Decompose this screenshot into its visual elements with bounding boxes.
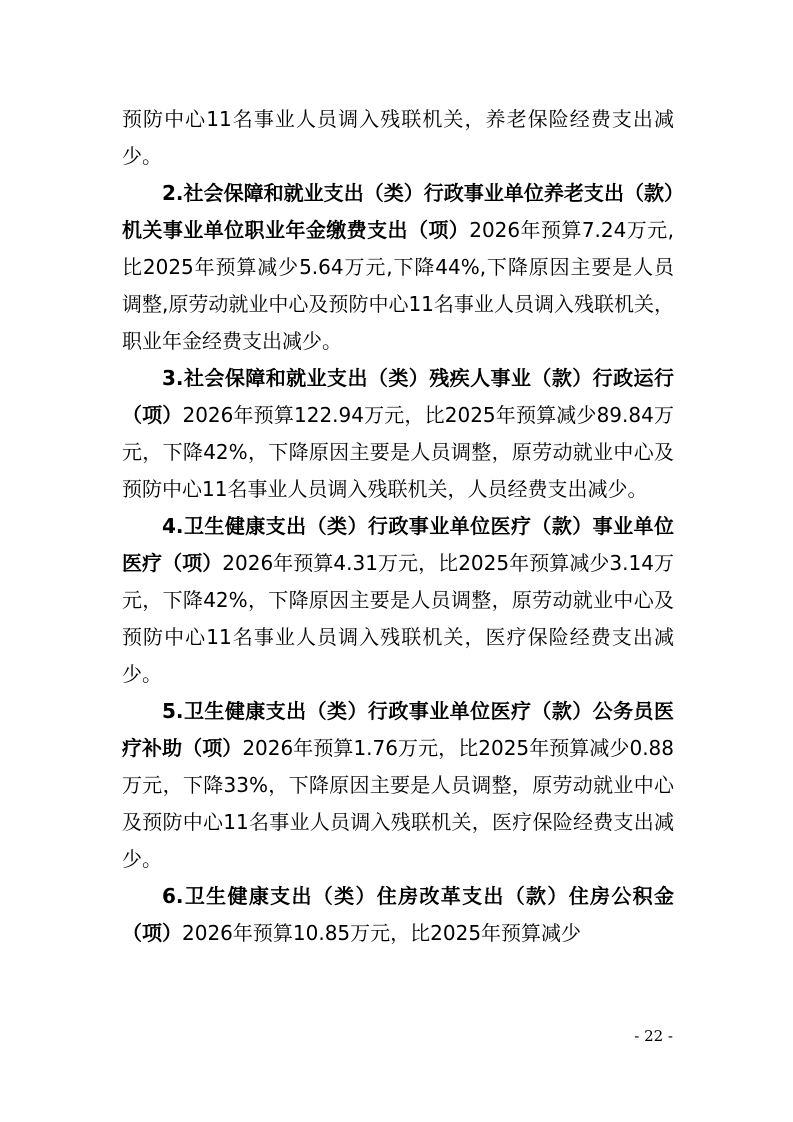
paragraph-heading: 3.社会保障和就业支出（类）残疾人事业（款）行政运行（项） [122,366,674,427]
paragraph-text: 2026年预算4.31万元，比2025年预算减少3.14万元，下降42%，下降原因主要是人员调整，原劳动就业中心及预防中心11名事业人员调入残联机关，医疗保险经费支出减少。 [122,551,675,686]
paragraph-item-5 [122,693,674,878]
paragraph-text: 2026年预算1.76万元，比2025年预算减少0.88万元，下降33%，下降原因主要是人员调整，原劳动就业中心及预防中心11名事业人员调入残联机关，医疗保险经费支出减少。 [122,736,675,871]
paragraph-text: 预防中心11名事业人员调入残联机关，养老保险经费支出减少。 [122,107,674,168]
paragraph-heading: 4.卫生健康支出（类）行政事业单位医疗（款）事业单位医疗（项） [122,514,674,575]
paragraph-text: 2026年预算7.24万元,比2025年预算减少5.64万元,下降44%,下降原因主要是人员调整,原劳动就业中心及预防中心11名事业人员调入残联机关，职业年金经费支出减少。 [122,218,674,353]
page-number: - 22 - [634,1027,673,1045]
body-text [122,101,674,952]
paragraph-item-2 [122,175,674,360]
paragraph-heading: 2.社会保障和就业支出（类）行政事业单位养老支出（款）机关事业单位职业年金缴费支出（项） [122,181,674,242]
paragraph-item-3 [122,360,674,508]
paragraph-heading: 6.卫生健康支出（类）住房改革支出（款）住房公积金（项） [122,884,674,945]
paragraph-heading: 5.卫生健康支出（类）行政事业单位医疗（款）公务员医疗补助（项） [122,699,674,760]
paragraph-item-6 [122,878,674,952]
paragraph-item-4 [122,508,674,693]
paragraph-text: 2026年预算122.94万元，比2025年预算减少89.84万元，下降42%，下降原因主要是人员调整，原劳动就业中心及预防中心11名事业人员调入残联机关，人员经费支出减少。 [122,403,674,501]
paragraph-continuation [122,101,674,175]
paragraph-text: 2026年预算10.85万元，比2025年预算减少 [182,921,582,945]
